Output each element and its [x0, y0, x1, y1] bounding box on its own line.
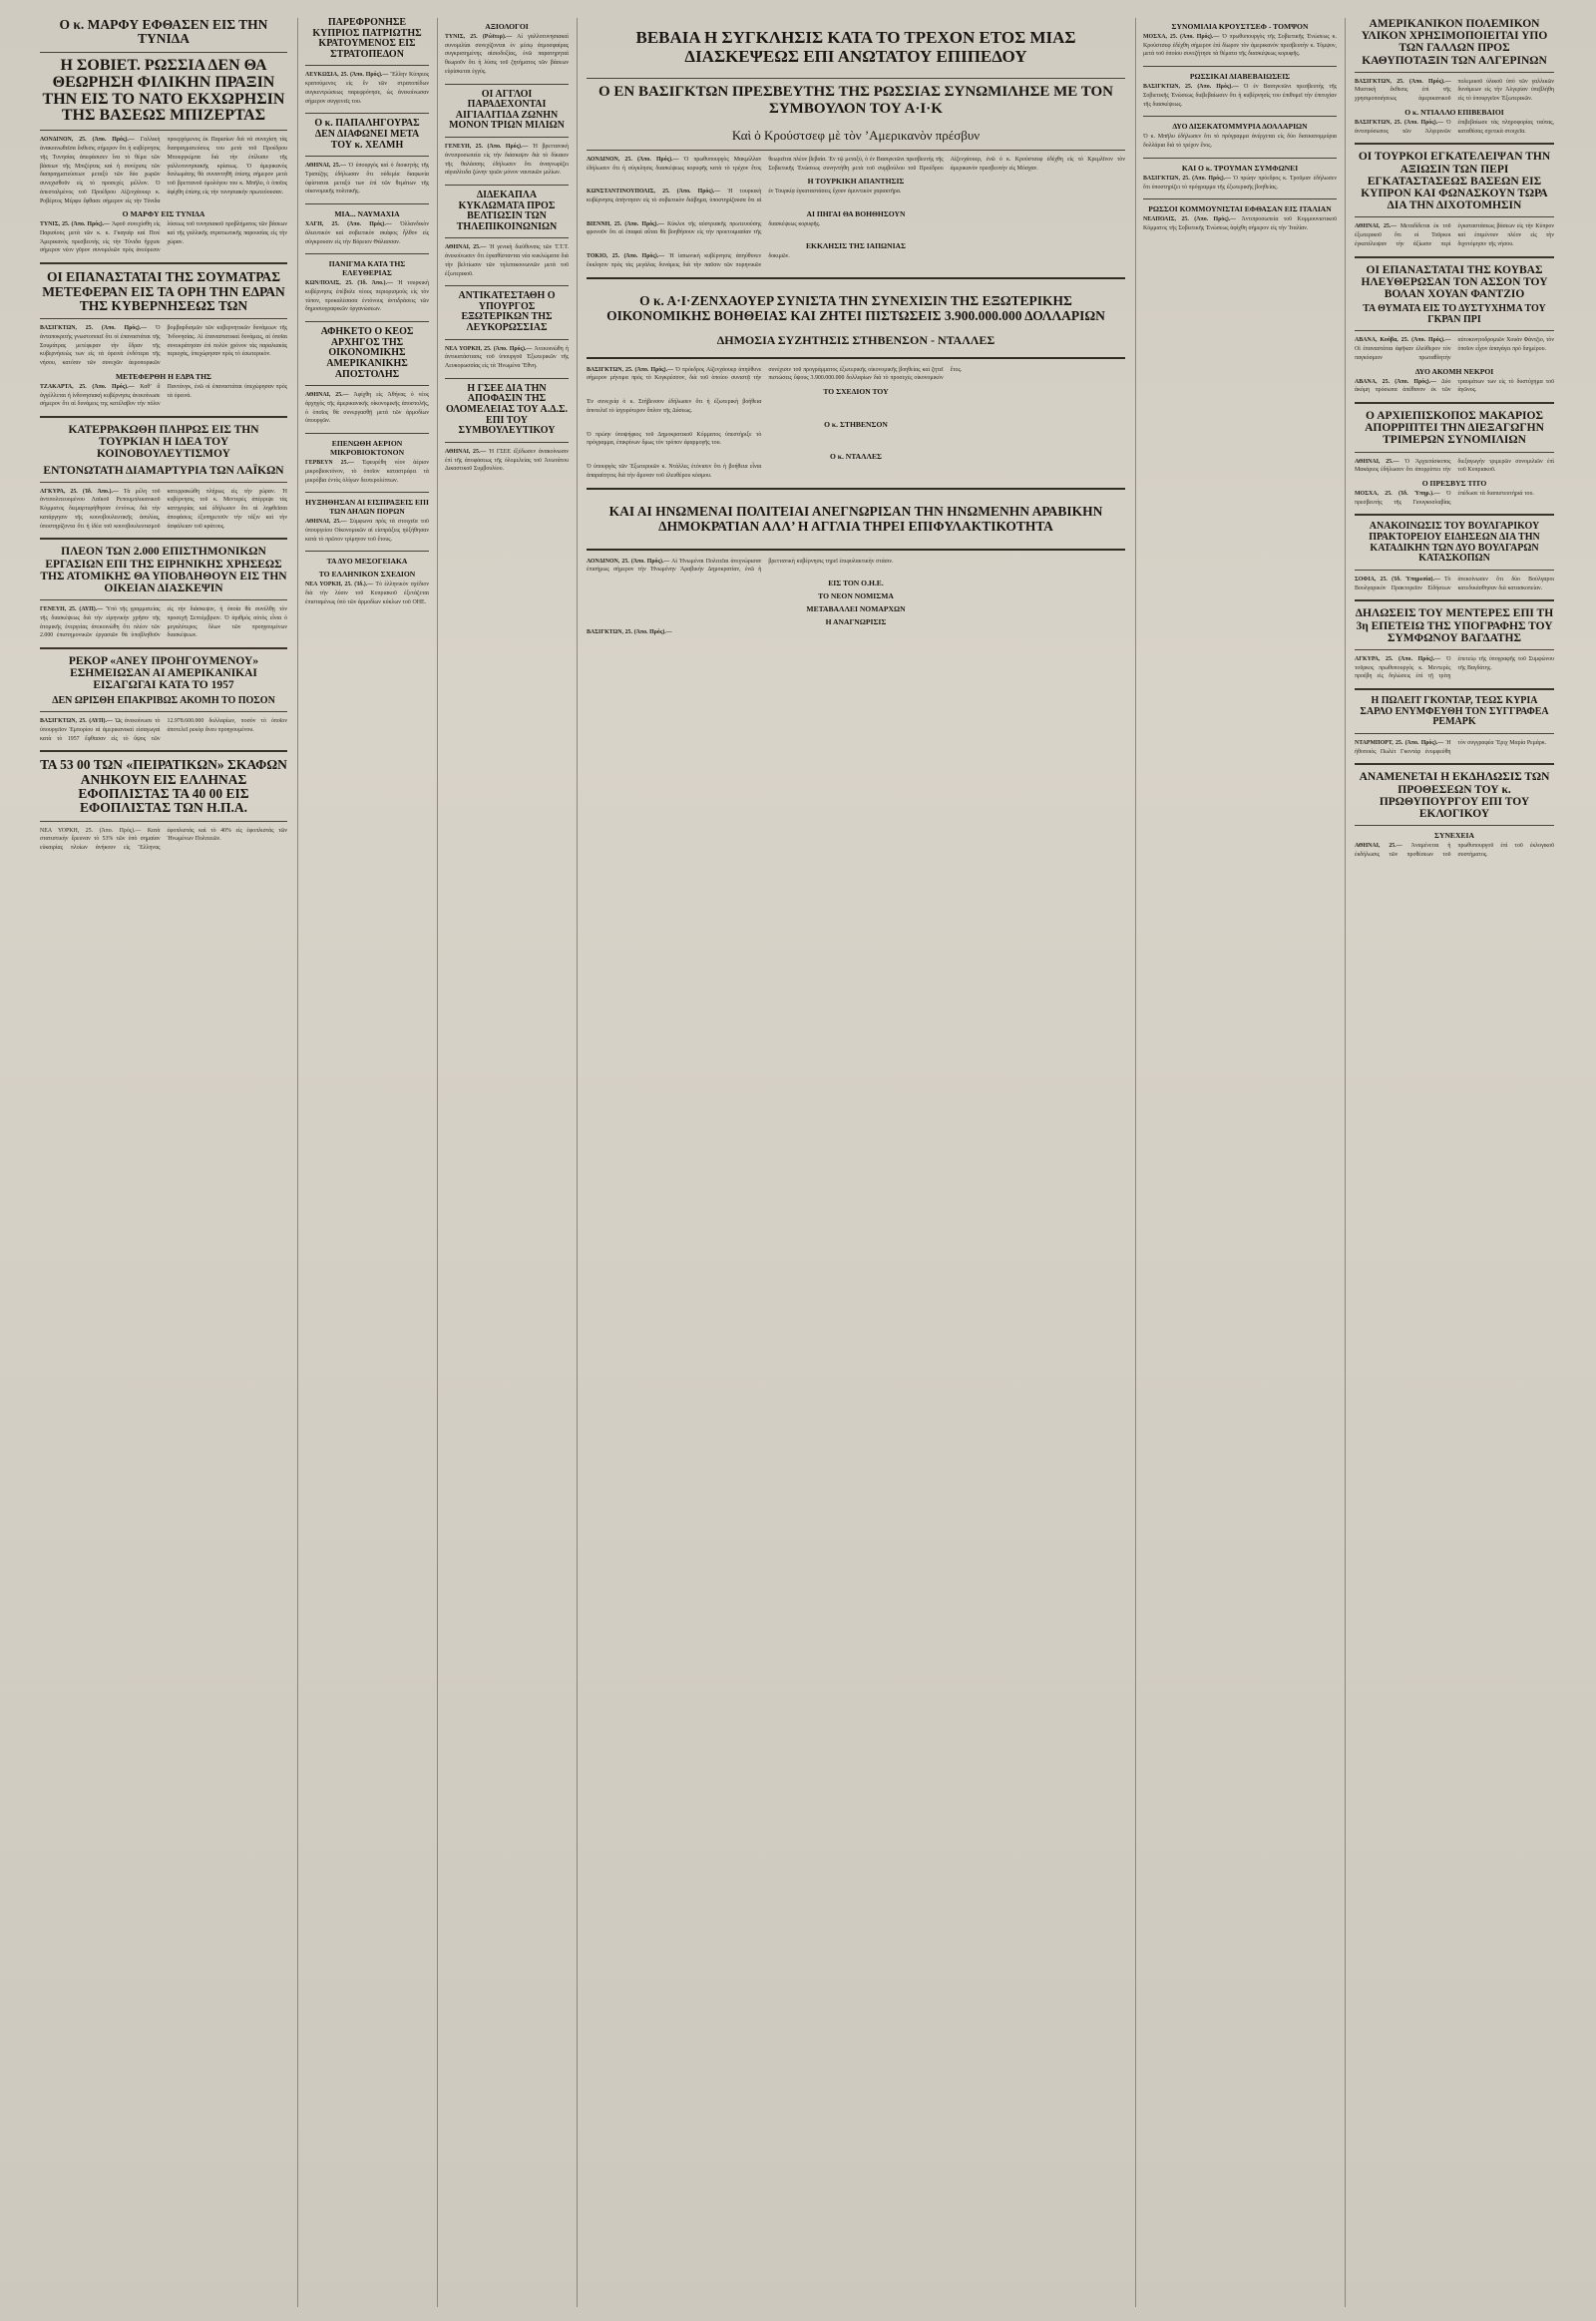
- headline-two-billion: ΔΥΟ ΔΙΣΕΚΑΤΟΜΜΥΡΙΑ ΔΟΛΛΑΡΙΩΝ: [1172, 122, 1308, 132]
- headline-greek-plan: ΤΟ ΕΛΛΗΝΙΚΟΝ ΣΧΕΔΙΟΝ: [318, 570, 416, 580]
- headline-gsee: Η ΓΣΕΕ ΔΙΑ ΤΗΝ ΑΠΟΦΑΣΙΝ ΤΗΣ ΟΛΟΜΕΛΕΙΑΣ ΤΟΥ Α.Δ.Σ. ΕΠΙ ΤΟΥ ΣΥΜΒΟΥΛΕΥΤΙΚΟΥ: [445, 382, 569, 437]
- body-text: Ἐφευρέθη νέον ἀέριον μικροβιοκτόνον, τὸ ὁποῖον καταστρέφει τὰ μικρόβια ἐντὸς ὀλίγων δευτερολέπτων.: [305, 460, 429, 484]
- dateline: ΓΕΝΕΥΗ, 25. (ΑΥΠ).—: [40, 606, 104, 613]
- headline-ambassador-talks: Ο ΕΝ ΒΑΣΙΓΚΤΩΝ ΠΡΕΣΒΕΥΤΗΣ ΤΗΣ ΡΩΣΣΙΑΣ ΣΥΝΩΜΙΛΗΣΕ ΜΕ ΤΟΝ ΣΥΜΒΟΥΛΟΝ ΤΟΥ Α·Ι·Κ: [598, 84, 1114, 117]
- article-body-2: [1355, 378, 1554, 395]
- article-body: [1143, 133, 1337, 150]
- dateline: ΓΕΝΕΥΗ, 25. (Ἀπο. Πρός).—: [445, 144, 529, 151]
- body-text: Καθ’ ἃ ἀγγέλλεται ἡ ἰνδονησιακὴ κυβέρνησις ἀνεκοίνωσε σήμερον ὅτι αἱ δυνάμεις της κατέλαβον τὴν πόλιν Παντάνγκ, ἐνῶ οἱ ἐπαναστάται ὑπεχώρησαν πρὸς τὰ ὀρεινά.: [40, 383, 287, 408]
- dateline: ΛΟΝΔΙΝΟΝ, 25. (Ἀπο. Πρός).—: [40, 137, 135, 144]
- body-text: Ὀλλανδικὸν ἀλιευτικὸν καὶ σοβιετικὸν σκάφος ἦλθον εἰς σύγκρουσιν εἰς τὴν Βόρειον Θάλασσαν.: [305, 221, 429, 245]
- article-body: [305, 279, 429, 314]
- headline-fangio-released: ΟΙ ΕΠΑΝΑΣΤΑΤΑΙ ΤΗΣ ΚΟΥΒΑΣ ΗΛΕΥΘΕΡΩΣΑΝ ΤΟΝ ΑΣΣΟΝ ΤΟΥ ΒΟΛΑΝ ΧΟΥΑΝ ΦΑΝΤΖΙΟ: [1361, 263, 1548, 300]
- article-us-imports: [40, 655, 287, 743]
- article-body: [1355, 576, 1554, 592]
- lead-story-summit: [587, 29, 1125, 269]
- subhead-at-un: ΕΙΣ ΤΟΝ Ο.Η.Ε.: [828, 579, 884, 588]
- body-text: Ἐν συνεχείᾳ ὁ κ. Στήβενσον ἐδήλωσεν ὅτι ἡ ἐξωτερικὴ βοήθεια ἀποτελεῖ τὸ ἰσχυρότερον ὅπλον τῆς Δύσεως.: [587, 399, 762, 414]
- article-optimism: [445, 22, 569, 77]
- dateline: ΝΤΑΡΜΠΟΡΤ, 25. (Ἀπο. Πρός).—: [1355, 739, 1444, 746]
- subhead-continued: ΣΥΝΕΧΕΙΑ: [1434, 831, 1474, 841]
- article-body: [1355, 222, 1554, 248]
- article-foreign-aid: [587, 366, 1125, 481]
- subhead-prefect-change: ΜΕΤΑΒΑΛΛΕΙ ΝΟΜΑΡΧΩΝ: [806, 604, 906, 614]
- body-text: Ὁ ὑπουργὸς καὶ ὁ διοικητὴς τῆς Τραπέζης ἐδήλωσαν ὅτι οὐδεμία διαφωνία ὑφίσταται μεταξύ των ἐπὶ τῶν θεμάτων τῆς οἰκονομικῆς πολιτικῆς.: [305, 163, 429, 195]
- dateline: ΚΩΝΣΤΑΝΤΙΝΟΥΠΟΛΙΣ, 25. (Ἀπο. Πρός).—: [587, 189, 721, 195]
- article-body: [1355, 655, 1554, 681]
- article-body-2: [587, 188, 1125, 204]
- article-turkish-partition: [1355, 151, 1554, 248]
- article-russian-communists-italy: [1143, 204, 1337, 232]
- article-bulgarian-spies: [1355, 522, 1554, 592]
- dateline: ΒΑΣΙΓΚΤΩΝ, 25. (Ἀπο. Πρός).—: [587, 629, 672, 636]
- dateline: ΚΩΝ/ΠΟΛΙΣ, 25. (Ἰδ. Ἀπο.).—: [305, 280, 393, 287]
- dateline: ΒΑΣΙΓΚΤΩΝ, 25. (Ἀπο. Πρός).—: [1355, 78, 1451, 85]
- column-1: [40, 18, 297, 2307]
- column-2: [297, 18, 437, 2307]
- column-5: [1135, 18, 1345, 2307]
- body-text: Ἡ βρεττανικὴ ἀντιπροσωπεία εἰς τὴν διάσκεψιν διὰ τὸ δίκαιον τῆς θαλάσσης ἐδήλωσεν ὅτι ἀναγνωρίζει αἰγιαλίτιδα ζώνην τριῶν μόνον ναυτικῶν μιλίων.: [445, 144, 569, 177]
- body-text: Ἡ ἠθοποιὸς Πωλὲτ Γκοντὰρ ἐνυμφεύθη τὸν συγγραφέα Ἔριχ Μαρία Ρεμάρκ.: [1355, 739, 1547, 755]
- article-body: [305, 220, 429, 246]
- article-papaligouras: [305, 119, 429, 196]
- body-text: Ὁ πρόεδρος Αἰζενχάουερ ἀπηύθυνε σήμερον μήνυμα πρὸς τὸ Κογκρέσσον, διὰ τοῦ ὁποίου συνιστᾷ τὴν συνέχισιν τοῦ προγράμματος ἐξωτερικῆς οἰκονομικῆς βοηθείας καὶ ζητεῖ πιστώσεις ὕψους 3.900.000.000 δολλαρίων διὰ τὸ προσεχὲς οἰκονομικὸν ἔτος.: [587, 366, 963, 382]
- article-body: [1355, 739, 1554, 756]
- body-text: Αἱ Ἡνωμέναι Πολιτεῖαι ἀνεγνώρισαν ἐπισήμως σήμερον τὴν Ἡνωμένην Ἀραβικὴν Δημοκρατίαν, ἐνῶ ἡ βρεττανικὴ κυβέρνησις τηρεῖ ἐπιφυλακτικὴν στάσιν.: [587, 558, 894, 574]
- article-body: [445, 33, 569, 77]
- article-body: [1355, 842, 1554, 859]
- headline-turkey-parliament: ΚΑΤΕΡΡΑΚΩΘΗ ΠΛΗΡΩΣ ΕΙΣ ΤΗΝ ΤΟΥΡΚΙΑΝ Η ΙΔΕΑ ΤΟΥ ΚΟΙΝΟΒΟΥΛΕΥΤΙΣΜΟΥ: [68, 423, 259, 461]
- article-body-2: [587, 398, 1125, 415]
- body-text: Τὰ μέλη τοῦ ἀντιπολιτευομένου Λαϊκοῦ Ρεπουμπλικανικοῦ Κόμματος διεμαρτυρήθησαν ἐντόνως διὰ τὴν κατάργησιν τῆς κοινοβουλευτικῆς ἀσυλίας, ὑποστηρίζοντα ὅτι ἡ ἰδέα τοῦ κοινοβουλευτισμοῦ κατερρακώθη πλήρως εἰς τὴν χώραν. Ἡ κυβέρνησις τοῦ κ. Μεντερὲς ἀπέρριψε τὰς κατηγορίας καὶ ἐδήλωσεν ὅτι αἱ ληφθεῖσαι ἀποφάσεις ἐξυπηρετοῦν τὴν τάξιν καὶ τὴν ἀσφάλειαν τοῦ κράτους.: [40, 488, 287, 530]
- body-text: Γαλλικὴ ἀνακοινωθεῖσα ἔκθεσις σήμερον ὅτι ἡ κυβέρνησις τῆς Τυνησίας ἀπεφάσισεν ἵνα τὸ θέμα τῶν βάσεων τῆς Μπιζέρτας καὶ ἡ συνέχισις τῶν διαπραγματεύσεων μεταξὺ τῶν δύο χωρῶν συνεχισθοῦν εἰς τὸ προσεχὲς μέλλον. Ὁ ἀπεσταλμένος τοῦ Προέδρου Αἰζενχάουερ κ. Ροβέρτος Μέρφυ ἔφθασε σήμερον εἰς τὴν Τύνιδα προερχόμενος ἐκ Παρισίων διὰ νὰ συνεχίση τὰς διαπραγματεύσεις του μετὰ τοῦ Προέδρου Μπουργκίμπα διὰ τὴν ἐπίλυσιν τῆς γαλλοτυνησιακῆς κρίσεως. Ὁ ἀμερικανὸς διπλωμάτης θὰ συναντηθῆ ἐπίσης σήμερον μετὰ τοῦ βρεττανοῦ ὁμολόγου του κ. Μπῆλυ, ὁ ὁποῖος ἀφίχθη ἐπίσης εἰς τὴν τυνησιακὴν πρωτεύουσαν.: [40, 137, 287, 204]
- headline-atomic-papers: ΠΛΕΟΝ ΤΩΝ 2.000 ΕΠΙΣΤΗΜΟΝΙΚΩΝ ΕΡΓΑΣΙΩΝ ΕΠΙ ΤΗΣ ΕΙΡΗΝΙΚΗΣ ΧΡΗΣΕΩΣ ΤΗΣ ΑΤΟΜΙΚΗΣ ΘΑ ΥΠΟΒΛΗΘΟΥΝ ΕΙΣ ΤΗΝ ΟΙΚΕΙΑΝ ΔΙΑΣΚΕΨΙΝ: [40, 546, 287, 594]
- article-body: [587, 156, 1125, 173]
- article-body-2: [1355, 119, 1554, 136]
- article-body: [445, 243, 569, 278]
- article-body: [445, 448, 569, 474]
- page-sheet: [40, 18, 1564, 2307]
- headline-germicidal-gas: ΕΠΕΝΩΘΗ ΑΕΡΙΟΝ ΜΙΚΡΟΒΙΟΚΤΟΝΟΝ: [329, 439, 405, 458]
- body-text: Ὁ τοῦρκος πρωθυπουργὸς κ. Μεντερὲς προέβη εἰς δηλώσεις ἐπὶ τῇ τρίτῃ ἐπετείῳ τῆς ὑπογραφῆς τοῦ Συμφώνου τῆς Βαγδάτης.: [1355, 655, 1554, 680]
- dateline: ΑΘΗΝΑΙ, 25.—: [445, 448, 487, 455]
- uar-recognition-banner: [587, 488, 1125, 551]
- article-turkey-parliament: [40, 424, 287, 531]
- column-4-main: [577, 18, 1135, 2307]
- body-text: Ἀναμένεται ἡ ἐκδήλωσις τῶν προθέσεων τοῦ πρωθυπουργοῦ ἐπὶ τοῦ ἐκλογικοῦ συστήματος.: [1355, 843, 1554, 858]
- article-uar: [587, 558, 1125, 637]
- subhead-murphy-arrival: Ο ΜΑΡΦΥ ΕΙΣ ΤΥΝΙΔΑ: [122, 209, 205, 219]
- body-text: Ὁ κ. Μπῆλυ ἐδήλωσεν ὅτι τὸ πρόγραμμα ἀνέρχεται εἰς δύο δισεκατομμύρια δολλάρια διὰ τὸ τρέχον ἔτος.: [1143, 134, 1337, 150]
- dateline: ΣΟΦΙΑ, 25. (Ἰδ. Ὑπηρεσία).—: [1355, 576, 1440, 582]
- article-russian-assurances: [1143, 72, 1337, 109]
- body-text: Ὁ ὑπουργὸς τῶν Ἐξωτερικῶν κ. Ντάλλες ἐτόνισεν ὅτι ἡ βοήθεια εἶναι ἀπαραίτητος διὰ τὴν ἄμυναν τοῦ ἐλευθέρου κόσμου.: [587, 464, 762, 479]
- article-body-3: [587, 220, 1125, 237]
- article-body-2: [40, 220, 287, 255]
- subhead-recognition: Η ΑΝΑΓΝΩΡΙΣΙΣ: [825, 617, 887, 627]
- script-subhead: Καὶ ὁ Κρούστσεφ μὲ τὸν ’Αμερικανὸν πρέσβυν: [731, 127, 981, 143]
- dateline: ΤΥΝΙΣ, 25. (Ἀπο. Πρός).—: [40, 221, 110, 228]
- subhead-stevenson-dulles: ΔΗΜΟΣΙΑ ΣΥΖΗΤΗΣΙΣ ΣΤΗΒΕΝΣΟΝ - ΝΤΑΛΛΕΣ: [716, 332, 996, 347]
- subhead-popular-protest: ΕΝΤΟΝΩΤΑΤΗ ΔΙΑΜΑΡΤΥΡΙΑ ΤΩΝ ΛΑΪΚΩΝ: [43, 464, 284, 477]
- article-body: [305, 518, 429, 544]
- column-6: [1345, 18, 1554, 2307]
- headline-makarios-rejects: Ο ΑΡΧΙΕΠΙΣΚΟΠΟΣ ΜΑΚΑΡΙΟΣ ΑΠΟΡΡΙΠΤΕΙ ΤΗΝ ΔΙΕΞΑΓΩΓΗΝ ΤΡΙΜΕΡΩΝ ΣΥΝΟΜΙΛΙΩΝ: [1365, 409, 1544, 447]
- body-text: Ἡ ἰαπωνικὴ κυβέρνησις ἀπηύθυνεν ἔκκλησιν πρὸς τὰς μεγάλας δυνάμεις διὰ τὴν παῦσιν τῶν πυρηνικῶν δοκιμῶν.: [587, 253, 790, 268]
- subhead-new-currency: ΤΟ ΝΕΟΝ ΝΟΜΙΣΜΑ: [818, 591, 894, 601]
- headline-bulgarian-spies: ΑΝΑΚΟΙΝΩΣΙΣ ΤΟΥ ΒΟΥΛΓΑΡΙΚΟΥ ΠΡΑΚΤΟΡΕΙΟΥ ΕΙΔΗΣΕΩΝ ΔΙΑ ΤΗΝ ΚΑΤΑΔΙΚΗΝ ΤΩΝ ΔΥΟ ΒΟΥΛΓΑΡΩΝ ΚΑΤΑΣΚΟΠΩΝ: [1369, 521, 1540, 565]
- subhead-diallo-confirms: Ο κ. ΝΤΙΑΛΛΟ ΕΠΙΒΕΒΑΙΟΙ: [1404, 107, 1504, 117]
- dateline: ΝΕΑ ΥΟΡΚΗ, 25. (Ἀπο. Πρός).—: [445, 345, 533, 352]
- body-text: Μυστικὴ ἔκθεσις ἐπὶ τῆς χρησιμοποιήσεως ἀμερικανικοῦ πολεμικοῦ ὑλικοῦ ὑπὸ τῶν γαλλικῶν δυνάμεων εἰς τὴν Ἀλγερίαν ὑπεβλήθη εἰς τὸ ὑπουργεῖον Ἐξωτερικῶν.: [1355, 78, 1554, 103]
- headline-press-freedom: ΠΑΝΙΓΜΑ ΚΑΤΑ ΤΗΣ ΕΛΕΥΘΕΡΙΑΣ: [328, 259, 406, 278]
- subhead-tito-envoy: Ο ΠΡΕΣΒΥΣ ΤΙΤΟ: [1421, 479, 1487, 489]
- article-electoral-intentions: [1355, 771, 1554, 859]
- dateline: ΛΟΝΔΙΝΟΝ, 25. (Ἀπο. Πρός).—: [587, 558, 670, 565]
- subhead-two-more-dead: ΔΥΟ ΑΚΟΜΗ ΝΕΚΡΟΙ: [1414, 366, 1494, 376]
- article-body-2: [40, 383, 287, 409]
- headline-eisenhower-aid: Ο κ. Α·Ι·ΖΕΝΧΑΟΥΕΡ ΣΥΝΙΣΤΑ ΤΗΝ ΣΥΝΕΧΙΣΙΝ ΤΗΣ ΕΞΩΤΕΡΙΚΗΣ ΟΙΚΟΝΟΜΙΚΗΣ ΒΟΗΘΕΙΑΣ ΚΑΙ ΖΗΤΕΙ ΠΙΣΤΩΣΕΙΣ 3.900.000.000 ΔΟΛΛΑΡΙΩΝ: [606, 292, 1105, 324]
- body-text: Ἀνεκοινώθη ἡ ἀντικατάστασις τοῦ ὑπουργοῦ Ἐξωτερικῶν τῆς Λευκορωσσίας εἰς τὰ Ἡνωμένα Ἔθνη.: [445, 345, 569, 370]
- article-gsee: [445, 384, 569, 474]
- article-revenues: [305, 498, 429, 544]
- body-text: Ἀντιπροσωπεία τοῦ Κομμουνιστικοῦ Κόμματος τῆς Σοβιετικῆς Ἑνώσεως ἀφίχθη σήμερον εἰς τὴν Ἰταλίαν.: [1143, 216, 1337, 232]
- article-sumatra: [40, 270, 287, 409]
- body-text: Ὁ ἀνταποκριτὴς γνωστοποιεῖ ὅτι οἱ ἐπαναστάται τῆς Σουμάτρας μετέφεραν τὴν ἕδραν τῆς κυβερνήσεώς των εἰς τὰ ὀρεινὰ ἐνδότερα τῆς νήσου, κατόπιν τῶν συνεχῶν ἀεροπορικῶν βομβαρδισμῶν τῶν κυβερνητικῶν δυνάμεων τῆς Ἰνδονησίας. Αἱ ἐπαναστατικαὶ δυνάμεις, αἱ ὁποῖαι συνεκράτησαν ἐπὶ πολὺν χρόνον τὰς παραλιακὰς περιοχάς, ὑπεχώρησαν πρὸς τὸ ἐσωτερικὸν.: [40, 325, 287, 367]
- dateline: ΛΟΝΔΙΝΟΝ, 25. (Ἀπο. Πρός).—: [587, 156, 679, 163]
- dateline: ΛΕΥΚΩΣΙΑ, 25. (Ἀπο. Πρός).—: [305, 72, 389, 79]
- dateline: ΑΘΗΝΑΙ, 25.—: [1355, 223, 1397, 230]
- article-body: [40, 324, 287, 368]
- dateline: ΒΑΣΙΓΚΤΩΝ, 25. (Ἀπο. Πρός).—: [40, 325, 148, 332]
- body-text: Κύκλοι τῆς αὐστριακῆς πρωτευούσης φρονοῦν ὅτι αἱ ἐπαφαὶ αὗται θὰ βοηθήσουν εἰς τὴν προετοιμασίαν τῆς διασκέψεως κορυφῆς.: [587, 220, 821, 236]
- body-text: Οἱ ἐπαναστάται ἀφῆκαν ἐλεύθερον τὸν παγκόσμιον πρωταθλητὴν αὐτοκινητοδρομιῶν Χουὰν Φάντζιο, τὸν ὁποῖον εἶχον ἀπαγάγει πρὸ διημέρου.: [1355, 337, 1554, 361]
- article-body: [445, 143, 569, 178]
- article-body-2: [1355, 490, 1554, 507]
- body-text: Ὁ πρεσβευτὴς τῆς Γιουγκοσλαβίας ἐπέδωσε τὰ διαπιστευτήριά του.: [1355, 491, 1534, 506]
- article-body: [40, 488, 287, 532]
- article-body: [1355, 78, 1554, 104]
- article-body-4: [587, 252, 1125, 269]
- dateline: ΑΓΚΥΡΑ, 25. (Ἀπο. Πρός).—: [1355, 655, 1441, 662]
- article-atomic-conference: [40, 546, 287, 640]
- headline-papaligouras: Ο κ. ΠΑΠΑΛΗΓΟΥΡΑΣ ΔΕΝ ΔΙΑΦΩΝΕΙ ΜΕΤΑ ΤΟΥ κ. ΧΕΛΜΗ: [314, 118, 420, 151]
- dateline: ΤΟΚΙΟ, 25. (Ἀπο. Πρός).—: [587, 253, 665, 260]
- article-us-mission-chief: [305, 327, 429, 426]
- dateline: ΝΕΑΠΟΛΙΣ, 25. (Ἀπο. Πρός).—: [1143, 216, 1237, 223]
- dateline: ΒΑΣΙΓΚΤΩΝ, 25. (Ἀπο. Πρός).—: [1143, 175, 1231, 182]
- article-body: [40, 717, 287, 743]
- article-makarios: [1355, 410, 1554, 508]
- headline-summit-certain: ΒΕΒΑΙΑ Η ΣΥΓΚΛΗΣΙΣ ΚΑΤΑ ΤΟ ΤΡΕΧΟΝ ΕΤΟΣ ΜΙΑΣ ΔΙΑΣΚΕΨΕΩΣ ΕΠΙ ΑΝΩΤΑΤΟΥ ΕΠΙΠΕΔΟΥ: [635, 28, 1076, 67]
- dateline: ΑΒΑΝΑ, 25. (Ἀπο. Πρός).—: [1355, 378, 1436, 385]
- body-text: Ἀφοῦ συνεχίσθη εἰς Παρισίους μετὰ τῶν κ. κ. Γκαγιάρ καὶ Πινὲ Ἀμερικανὸς πρεσβευτὴς εἰς τὴν Τύνιδα ἤρχισε σήμερον νέον γῦρον συνομιλιῶν πρὸς ἀνεύρεσιν λύσεως τοῦ τυνησιακοῦ προβλήματος τῶν βάσεων καὶ τῆς γαλλικῆς στρατιωτικῆς παρουσίας εἰς τὴν χώραν.: [40, 221, 288, 254]
- article-goddard-remarque: [1355, 696, 1554, 756]
- headline-turkish-partition: ΟΙ ΤΟΥΡΚΟΙ ΕΓΚΑΤΕΛΕΙΨΑΝ ΤΗΝ ΑΞΙΩΣΙΝ ΤΩΝ ΠΕΡΙ ΕΓΚΑΤΑΣΤΑΣΕΩΣ ΒΑΣΕΩΝ ΕΙΣ ΚΥΠΡΟΝ ΚΑΙ ΦΩΝΑΣΚΟΥΝ ΤΩΡΑ ΔΙΑ ΤΗΝ ΔΙΧΟΤΟΜΗΣΙΝ: [1358, 151, 1551, 212]
- article-sea-incident: [305, 209, 429, 246]
- body-text: Ὁ πρώην ὑποψήφιος τοῦ Δημοκρατικοῦ Κόμματος ὑπεστήριξε τὸ πρόγραμμα, ἐπικρίνων ὅμως τὸν τρόπον ἐφαρμογῆς του.: [587, 431, 762, 447]
- body-text: Ἡ γενικὴ διεύθυνσις τῶν Τ.Τ.Τ. ἀνεκοίνωσεν ὅτι ἐγκαθίστανται νέα κυκλώματα διὰ τὴν βελτίωσιν τῶν τηλεπικοινωνιῶν μετὰ τοῦ ἐξωτερικοῦ.: [445, 244, 569, 277]
- body-text: Ὁ πρωθυπουργὸς Μακμίλλαν ἐδήλωσεν ὅτι ἡ σύγκλησις διασκέψεως κορυφῆς κατὰ τὸ τρέχον ἔτος θεωρεῖται πλέον βεβαία. Ἐν τῷ μεταξύ, ὁ ἐν Βασιγκτῶνι πρεσβευτὴς τῆς Σοβιετικῆς Ἑνώσεως συνηντήθη μετὰ τοῦ συμβούλου τοῦ Προέδρου Αἰζενχάουερ, ἐνῶ ὁ κ. Κρούστσεφ ἐδέχθη εἰς τὸ Κρεμλῖνον τὸν ἀμερικανὸν πρεσβευτὴν εἰς Μόσχαν.: [587, 156, 1125, 172]
- body-text: Σύμφωνα πρὸς τὰ στοιχεῖα τοῦ ὑπουργείου Οἰκονομικῶν αἱ εἰσπράξεις ηὐξήθησαν κατὰ τὸ πρῶτον τρίμηνον τοῦ ἔτους.: [305, 519, 429, 543]
- headline-revenues: ΗΥΞΗΘΗΣΑΝ ΑΙ ΕΙΣΠΡΑΞΕΙΣ ΕΠΙ ΤΩΝ ΔΗΛΩΝ ΠΟΡΩΝ: [305, 498, 429, 517]
- body-text: Ἡ τουρκικὴ κυβέρνησις ἀπήντησεν εἰς τὸ σοβιετικὸν διάβημα, ὑποστηρίζουσα ὅτι αἱ ἐν Τουρκίᾳ ἐγκαταστάσεις ἔχουν ἀμυντικὸν χαρακτῆρα.: [587, 189, 902, 203]
- dateline: ΤΥΝΙΣ, 25. (Ρώϊτερ).—: [445, 34, 513, 40]
- subhead-amount: ΔΕΝ ΩΡΙΣΘΗ ΕΠΑΚΡΙΒΩΣ ΑΚΟΜΗ ΤΟ ΠΟΣΟΝ: [52, 694, 275, 706]
- subhead-turkish-reply: Η ΤΟΥΡΚΙΚΗ ΑΠΑΝΤΗΣΙΣ: [807, 177, 905, 187]
- headline-grand-prix-victims: ΤΑ ΘΥΜΑΤΑ ΕΙΣ ΤΟ ΔΥΣΤΥΧΗΜΑ ΤΟΥ ΓΚΡΑΝ ΠΡΙ: [1363, 303, 1546, 325]
- dateline: ΒΑΣΙΓΚΤΩΝ, 25. (ΑΥΠ).—: [40, 718, 113, 725]
- body-text: Ἡ τουρκικὴ κυβέρνησις ἐπέβαλε νέους περιορισμοὺς εἰς τὸν τύπον, προκαλέσασα ἐντόνους ἀντιδράσεις τῶν δημοσιογραφικῶν ὀργανώσεων.: [305, 280, 429, 313]
- article-body: [305, 391, 429, 426]
- article-khrushchev-thompson: [1143, 22, 1337, 59]
- article-belarus-minister: [445, 291, 569, 371]
- body-text: Ὡς ἀνεκοίνωσε τὸ ὑπουργεῖον Ἐμπορίου αἱ ἀμερικανικαὶ εἰσαγωγαὶ κατὰ τὸ 1957 ἔφθασαν εἰς τὸ ὕψος τῶν 12.978.600.000 δολλαρίων, ποσὸν τὸ ὁποῖον ἀποτελεῖ ρεκὸρ ἄνευ προηγουμένου.: [40, 718, 287, 742]
- dateline: ΜΟΣΧΑ, 25. (Ἰδ. Ὑπηρ.).—: [1355, 491, 1440, 498]
- subhead-his-plan: ΤΟ ΣΧΕΔΙΟΝ ΤΟΥ: [823, 387, 889, 397]
- article-body: [1355, 458, 1554, 475]
- dateline: ΑΘΗΝΑΙ, 25.—: [305, 163, 347, 170]
- article-body: [305, 580, 429, 606]
- article-body: [1143, 215, 1337, 232]
- body-text: Ἕλλην Κύπριος κρατούμενος εἰς ἓν τῶν στρατοπέδων συγκεντρώσεως παρεφρόνησε, ὡς ἀνεκοίνωσαν σήμερον συγγενεῖς του.: [305, 72, 429, 105]
- headline-pirate-ships: ΤΑ 53 00 ΤΩΝ «ΠΕΙΡΑΤΙΚΩΝ» ΣΚΑΦΩΝ ΑΝΗΚΟΥΝ ΕΙΣ ΕΛΛΗΝΑΣ ΕΦΟΠΛΙΣΤΑΣ ΤΑ 40 00 ΕΙΣ ΕΦΟΠΛΙΣΤΑΣ ΤΩΝ Η.Π.Α.: [40, 757, 287, 816]
- headline-telecom-circuits: ΔΙΔΕΚΑΠΛΑ ΚΥΚΛΩΜΑΤΑ ΠΡΟΣ ΒΕΛΤΙΩΣΙΝ ΤΩΝ ΤΗΛΕΠΙΚΟΙΝΩΝΙΩΝ: [456, 189, 558, 232]
- subhead-sources-help: ΑΙ ΠΗΓΑΙ ΘΑ ΒΟΗΘΗΣΟΥΝ: [806, 208, 906, 218]
- body-text: Ἡ ΓΣΕΕ ἐξέδωσεν ἀνακοίνωσιν ἐπὶ τῆς ἀποφάσεως τῆς ὁλομελείας τοῦ Ἀνωτάτου Δικαστικοῦ Συμβουλίου.: [445, 448, 569, 473]
- subhead-sumatra-seat: ΜΕΤΕΦΕΡΘΗ Η ΕΔΡΑ ΤΗΣ: [116, 371, 211, 381]
- body-text: Ὁ ἐν Βασιγκτῶνι πρεσβευτὴς τῆς Σοβιετικῆς Ἑνώσεως διεβεβαίωσεν ὅτι ἡ κυβέρνησίς του ἐπιθυμεῖ τὴν ἐπιτυχίαν τῆς διασκέψεως.: [1143, 84, 1337, 108]
- article-body: [587, 366, 1125, 383]
- dateline: ΑΘΗΝΑΙ, 25.—: [305, 519, 347, 526]
- dateline: ΓΕΡΒΕΥΝ 25.—: [305, 460, 354, 467]
- subhead-japan-appeal: ΕΚΚΛΗΣΙΣ ΤΗΣ ΙΑΠΩΝΙΑΣ: [805, 241, 907, 251]
- headline-menderes-baghdad-pact: ΔΗΛΩΣΕΙΣ ΤΟΥ ΜΕΝΤΕΡΕΣ ΕΠΙ ΤΗ 3η ΕΠΕΤΕΙΩ ΤΗΣ ΥΠΟΓΡΑΦΗΣ ΤΟΥ ΣΥΜΦΩΝΟΥ ΒΑΓΔΑΤΗΣ: [1355, 607, 1554, 644]
- headline-belarus-minister: ΑΝΤΙΚΑΤΕΣΤΑΘΗ Ο ΥΠΟΥΡΓΟΣ ΕΞΩΤΕΡΙΚΩΝ ΤΗΣ ΛΕΥΚΟΡΩΣΣΙΑΣ: [458, 290, 556, 334]
- body-text: ΝΕΑ ΥΟΡΚΗ, 25. (Ἀπο. Πρός).— Κατὰ στατιστικὴν ἔρευναν τὸ 53% τῶν ὑπὸ σημαίαν εὐκαιρίας πλοίων ἀνήκουν εἰς Ἕλληνας ἐφοπλιστὰς καὶ τὸ 40% εἰς ἐφοπλιστὰς τῶν Ἡνωμένων Πολιτειῶν.: [40, 827, 287, 852]
- headline-us-mission-chief: ΑΦΗΚΕΤΟ Ο ΚΕΟΣ ΑΡΧΗΓΟΣ ΤΗΣ ΟΙΚΟΝΟΜΙΚΗΣ ΑΜΕΡΙΚΑΝΙΚΗΣ ΑΠΟΣΤΟΛΗΣ: [320, 326, 414, 380]
- headline-naval-skirmish: ΜΙΑ... ΝΑΥΜΑΧΙΑ: [334, 209, 400, 219]
- article-flag-of-convenience: [40, 758, 287, 852]
- headline-soviet-bizerte: Η ΣΟΒΙΕΤ. ΡΩΣΣΙΑ ΔΕΝ ΘΑ ΘΕΩΡΗΣΗ ΦΙΛΙΚΗΝ ΠΡΑΞΙΝ ΤΗΝ ΕΙΣ ΤΟ ΝΑΤΟ ΕΚΧΩΡΗΣΙΝ ΤΗΣ ΒΑΣΕΩΣ ΜΠΙΖΕΡΤΑΣ: [42, 56, 285, 125]
- headline-cypriot-prisoner: ΠΑΡΕΦΡΟΝΗΣΕ ΚΥΠΡΙΟΣ ΠΑΤΡΙΩΤΗΣ ΚΡΑΤΟΥΜΕΝΟΣ ΕΙΣ ΣΤΡΑΤΟΠΕΔΟΝ: [312, 17, 422, 60]
- article-body: [1355, 336, 1554, 362]
- dateline: ΑΘΗΝΑΙ, 25.—: [445, 244, 487, 251]
- article-truman: [1143, 164, 1337, 192]
- body-text: Ὁ Ἀρχιεπίσκοπος Μακάριος ἐδήλωσεν ὅτι ἀπορρίπτει τὴν διεξαγωγὴν τριμερῶν συνομιλιῶν ἐπὶ τοῦ Κυπριακοῦ.: [1355, 458, 1554, 474]
- headline-us-arms-algeria: ΑΜΕΡΙΚΑΝΙΚΟΝ ΠΟΛΕΜΙΚΟΝ ΥΛΙΚΟΝ ΧΡΗΣΙΜΟΠΟΙΕΙΤΑΙ ΥΠΟ ΤΩΝ ΓΑΛΛΩΝ ΠΡΟΣ ΚΑΘΥΠΟΤΑΞΙΝ ΤΩΝ ΑΛΓΕΡΙΝΩΝ: [1361, 18, 1548, 67]
- article-menderes-baghdad-pact: [1355, 607, 1554, 681]
- article-telecom-circuits: [445, 191, 569, 278]
- dateline: ΒΙΕΝΝΗ, 25. (Ἀπο. Πρός).—: [587, 220, 664, 227]
- secondary-lead-banner: [587, 277, 1125, 359]
- body-text: Ὁ ἀντιπρόσωπος τῶν Ἀλγερινῶν ἐπιβεβαίωσε τὰς πληροφορίας ταύτας, καταθέσας σχετικὰ στοιχεῖα.: [1355, 119, 1554, 135]
- dateline: ΑΒΑΝΑ, Κούβα, 25. (Ἀπο. Πρός).—: [1355, 337, 1451, 344]
- article-fangio-released: [1355, 264, 1554, 395]
- body-text: Τὸ ἑλληνικὸν σχέδιον διὰ τὴν λύσιν τοῦ Κυπριακοῦ ἐξετάζεται ἐπισταμένως ὑπὸ τῶν ἁρμοδίων κύκλων τοῦ ΟΗΕ.: [305, 581, 429, 605]
- article-body: [305, 71, 429, 106]
- article-body: [40, 827, 287, 853]
- headline-sumatra: ΟΙ ΕΠΑΝΑΣΤΑΤΑΙ ΤΗΣ ΣΟΥΜΑΤΡΑΣ ΜΕΤΕΦΕΡΑΝ ΕΙΣ ΤΑ ΟΡΗ ΤΗΝ ΕΔΡΑΝ ΤΗΣ ΚΥΒΕΡΝΗΣΕΩΣ ΤΩΝ: [42, 269, 285, 313]
- article-body: [445, 345, 569, 371]
- dateline: ΑΘΗΝΑΙ, 25.—: [1355, 458, 1399, 465]
- dateline: ΧΑΓΗ, 25. (Ἀπο. Πρός).—: [305, 221, 392, 228]
- body-text: Ἀφίχθη εἰς Ἀθήνας ὁ νέος ἀρχηγὸς τῆς ἀμερικανικῆς οἰκονομικῆς ἀποστολῆς, ὁ ὁποῖος θὰ συνεργασθῇ μετὰ τῶν ἁρμοδίων ὑπουργῶν.: [305, 392, 429, 425]
- headline-russian-assurances: ΡΩΣΣΙΚΑΙ ΔΙΑΒΕΒΑΙΩΣΕΙΣ: [1189, 72, 1291, 82]
- body-text: Τὸ Βουλγαρικὸν Πρακτορεῖον Εἰδήσεων ἀνεκοίνωσεν ὅτι δύο Βούλγαροι κατεδικάσθησαν διὰ κατασκοπείαν.: [1355, 576, 1554, 591]
- headline-us-imports: ΡΕΚΟΡ «ΑΝΕΥ ΠΡΟΗΓΟΥΜΕΝΟΥ» ΕΣΗΜΕΙΩΣΑΝ ΑΙ ΑΜΕΡΙΚΑΝΙΚΑΙ ΕΙΣΑΓΩΓΑΙ ΚΑΤΑ ΤΟ 1957: [68, 655, 259, 692]
- dateline: ΒΑΣΙΓΚΤΩΝ, 25. (Ἀπο. Πρός).—: [1143, 84, 1239, 91]
- headline-uar-recognition: ΚΑΙ ΑΙ ΗΝΩΜΕΝΑΙ ΠΟΛΙΤΕΙΑΙ ΑΝΕΓΝΩΡΙΣΑΝ ΤΗΝ ΗΝΩΜΕΝΗΝ ΑΡΑΒΙΚΗΝ ΔΗΜΟΚΡΑΤΙΑΝ ΑΛΛ’ Η ΑΓΓΛΙΑ ΤΗΡΕΙ ΕΠΙΦΥΛΑΚΤΙΚΟΤΗΤΑ: [608, 503, 1103, 535]
- article-two-billion: [1143, 122, 1337, 150]
- article-body-2: [587, 628, 1125, 637]
- article-press-freedom: [305, 259, 429, 314]
- dateline: ΑΓΚΥΡΑ, 25. (Ἰδ. Ἀπο.).—: [40, 488, 119, 495]
- article-germicidal-gas: [305, 439, 429, 485]
- headline-khrushchev-thompson: ΣΥΝΟΜΙΛΙΑ ΚΡΟΥΣΤΣΕΦ - ΤΟΜΨΟΝ: [1171, 22, 1309, 31]
- article-two-mediterranean: [305, 557, 429, 606]
- article-body: [40, 605, 287, 640]
- body-text: Ὁ πρώην πρόεδρος κ. Τροῦμαν ἐδήλωσεν ὅτι ὑποστηρίζει τὸ πρόγραμμα τῆς ἐξωτερικῆς βοηθείας.: [1143, 175, 1337, 191]
- article-body: [305, 162, 429, 196]
- dateline: ΒΑΣΙΓΚΤΩΝ, 25. (Ἀπο. Πρός).—: [587, 366, 673, 373]
- article-territorial-waters: [445, 90, 569, 178]
- dateline: ΝΕΑ ΥΟΡΚΗ, 25. (Ἰδ.).—: [305, 581, 374, 588]
- article-body: [305, 459, 429, 485]
- body-text: Δύο ἀκόμη πρόσωπα ἀπέθανον ἐκ τῶν τραυμάτων των εἰς τὸ δυστύχημα τοῦ ἀγῶνος.: [1355, 378, 1554, 394]
- dateline: ΑΘΗΝΑΙ, 25.—: [305, 392, 349, 399]
- subhead-stevenson: Ο κ. ΣΤΗΒΕΝΣΟΝ: [824, 419, 888, 429]
- dateline: ΑΘΗΝΑΙ, 25.—: [1355, 843, 1402, 850]
- body-text: Αἱ γαλλοτυνησιακαὶ συνομιλίαι συνεχίζονται ἐν μέσῳ ἀτμοσφαίρας συγκρατημένης αἰσιοδοξίας, ἐνῶ παρατηρηταὶ θεωροῦν ὅτι ἡ λύσις τοῦ ζητήματος τῶν βάσεων εὑρίσκεται ἐγγύς.: [445, 34, 569, 75]
- column-grid: [40, 18, 1564, 2307]
- column-3: [437, 18, 577, 2307]
- article-us-arms-algeria: [1355, 18, 1554, 136]
- dateline: ΤΖΑΚΑΡΤΑ, 25. (Ἀπο. Πρός).—: [40, 383, 135, 390]
- article-body: [1143, 83, 1337, 109]
- article-body-4: [587, 463, 1125, 480]
- article-body: [587, 558, 1125, 575]
- article-body: [1143, 33, 1337, 59]
- headline-goddard-remarque: Η ΠΩΛΕΙΤ ΓΚΟΝΤΑΡ, ΤΕΩΣ ΚΥΡΙΑ ΣΑΡΛΟ ΕΝΥΜΦΕΥΘΗ ΤΟΝ ΣΥΓΓΡΑΦΕΑ ΡΕΜΑΡΚ: [1360, 695, 1549, 728]
- article-cypriot-prisoner: [305, 18, 429, 106]
- dateline: ΜΟΣΧΑ, 25. (Ἀπο. Πρός).—: [1143, 34, 1220, 40]
- body-text: Μεταδίδεται ἐκ τοῦ ἐξωτερικοῦ ὅτι οἱ Τοῦρκοι ἐγκατέλειψαν τὴν ἀξίωσιν περὶ ἐγκαταστάσεως βάσεων εἰς τὴν Κύπρον καὶ ἐπιμένουν πλέον εἰς τὴν διχοτόμησιν τῆς νήσου.: [1355, 223, 1554, 247]
- headline-electoral-intentions: ΑΝΑΜΕΝΕΤΑΙ Η ΕΚΔΗΛΩΣΙΣ ΤΩΝ ΠΡΟΘΕΣΕΩΝ ΤΟΥ κ. ΠΡΩΘΥΠΟΥΡΓΟΥ ΕΠΙ ΤΟΥ ΕΚΛΟΓΙΚΟΥ: [1359, 771, 1550, 820]
- body-text: Ὑπὸ τῆς γραμματείας τῆς διασκέψεως διὰ τὴν εἰρηνικὴν χρῆσιν τῆς ἀτομικῆς ἐνεργείας ἀνεκοινώθη ὅτι πλέον τῶν 2.000 ἐπιστημονικῶν ἐργασιῶν θὰ ὑποβληθοῦν εἰς τὴν διάσκεψιν, ἡ ὁποία θὰ συνέλθῃ τὸν προσεχῆ Σεπτέμβριον. Ὁ ἀριθμὸς αὐτὸς εἶναι ὁ μεγαλύτερος ὅλων τῶν προηγουμένων διασκέψεων.: [40, 606, 287, 639]
- headline-territorial-waters: ΟΙ ΑΓΓΛΟΙ ΠΑΡΑΔΕΧΟΝΤΑΙ ΑΙΓΙΑΛΙΤΙΔΑ ΖΩΝΗΝ ΜΟΝΟΝ ΤΡΙΩΝ ΜΙΛΙΩΝ: [449, 88, 565, 132]
- article-murphy-tunis: [40, 18, 287, 255]
- headline-russian-communists-italy: ΡΩΣΣΟΙ ΚΟΜΜΟΥΝΙΣΤΑΙ ΕΦΘΑΣΑΝ ΕΙΣ ΙΤΑΛΙΑΝ: [1148, 204, 1332, 214]
- headline-notable: ΑΞΙΟΛΟΓΟΙ: [485, 22, 529, 31]
- dateline: ΒΑΣΙΓΚΤΩΝ, 25. (Ἀπο. Πρός).—: [1355, 119, 1444, 126]
- subhead-dulles: Ο κ. ΝΤΑΛΛΕΣ: [829, 452, 883, 462]
- headline-two-mediterranean: ΤΑ ΔΥΟ ΜΕΣΟΓΕΙΑΚΑ: [326, 557, 408, 567]
- body-text: Ὁ πρωθυπουργὸς τῆς Σοβιετικῆς Ἑνώσεως κ. Κρούστσεφ ἐδέχθη σήμερον ἐπὶ δίωρον τὸν ἀμερικανὸν πρεσβευτὴν κ. Τόμψον, μετὰ τοῦ ὁποίου συνεζήτησε τὰ θέματα τῆς διασκέψεως κορυφῆς.: [1143, 34, 1337, 58]
- article-body: [40, 136, 287, 205]
- article-body: [1143, 175, 1337, 192]
- headline-truman-agrees: ΚΑΙ Ο κ. ΤΡΟΥΜΑΝ ΣΥΜΦΩΝΕΙ: [1181, 163, 1299, 173]
- headline-murphy: Ο κ. ΜΑΡΦΥ ΕΦΘΑΣΕΝ ΕΙΣ ΤΗΝ ΤΥΝΙΔΑ: [59, 17, 268, 47]
- article-body-3: [587, 431, 1125, 448]
